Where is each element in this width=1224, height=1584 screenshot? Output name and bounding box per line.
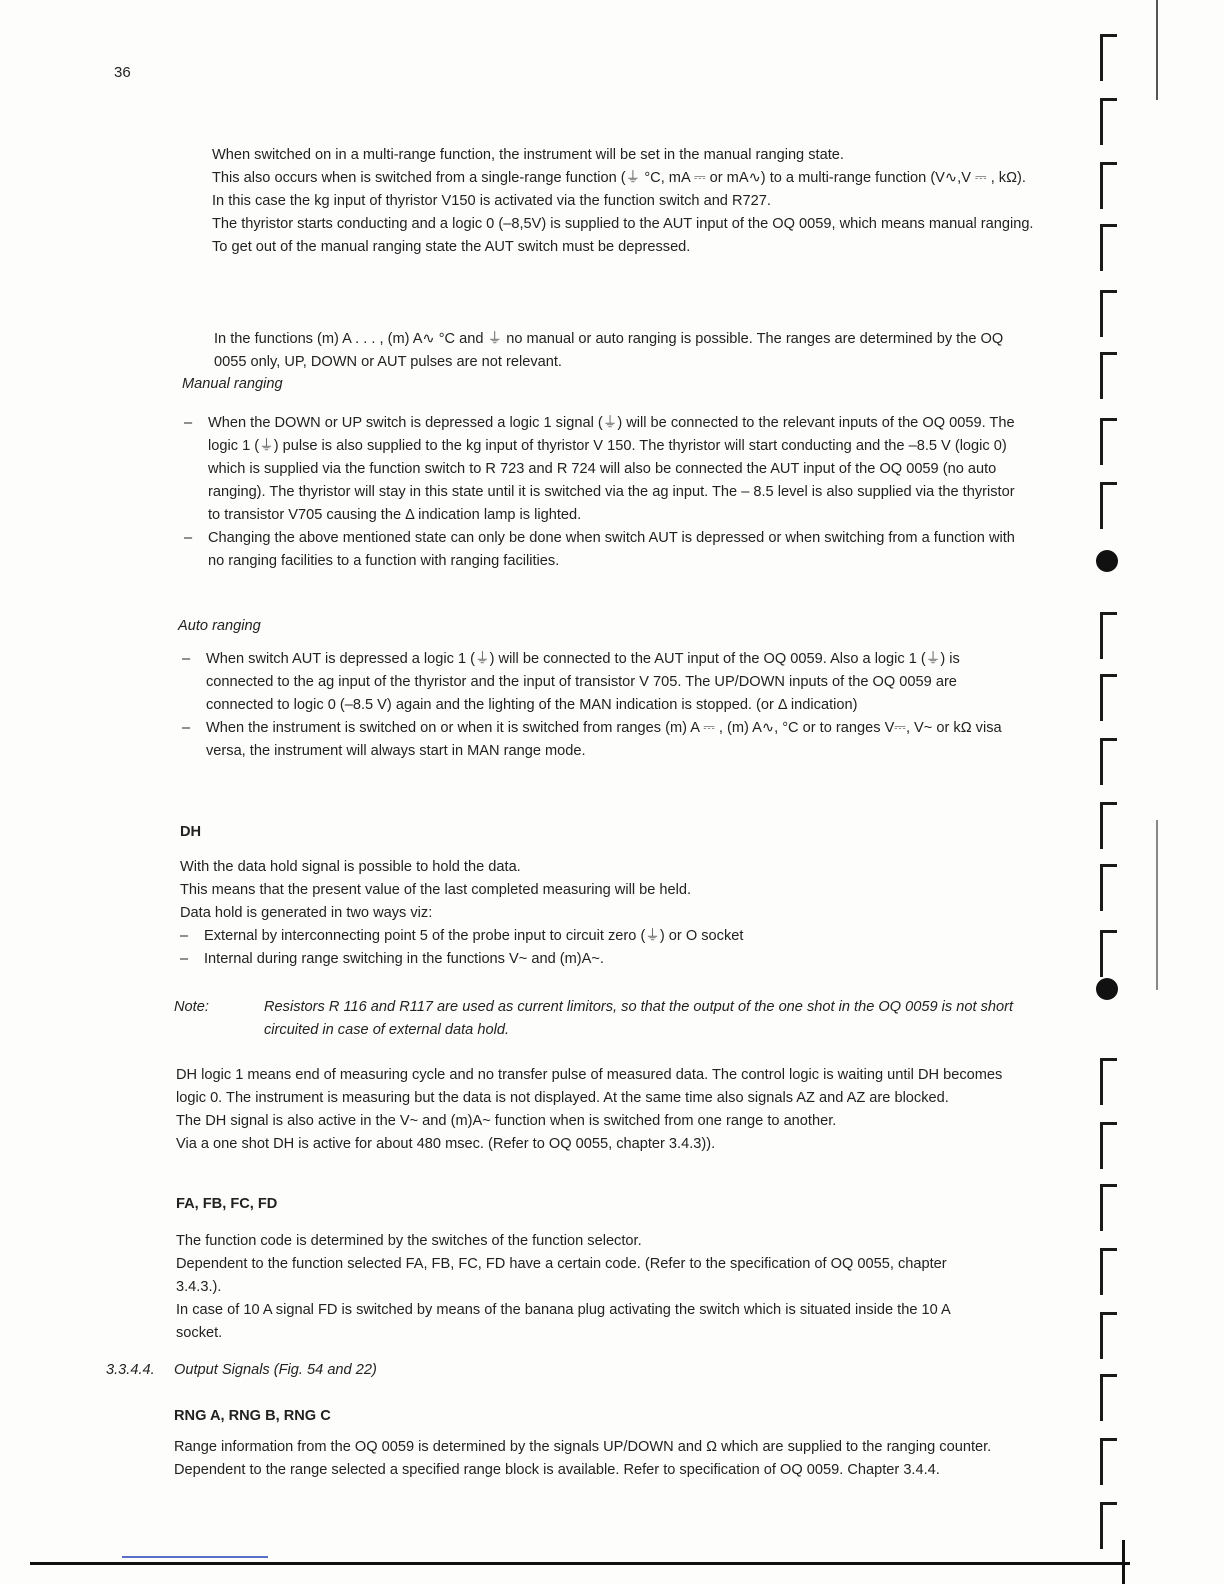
note-text: Resistors R 116 and R117 are used as current limitors, so that the output of the one shot in the OQ 0059 is not short circuited in case of external data hold. [264, 999, 1014, 1038]
intro-line: In this case the kg input of thyristor V150 is activated via the function switch and R727. [212, 193, 771, 209]
note-block [174, 996, 1014, 1057]
binding-tab [1100, 738, 1117, 785]
binding-tabs [1090, 28, 1170, 1584]
fa-heading: FA, FB, FC, FD [176, 1196, 278, 1212]
binding-tab [1100, 1058, 1117, 1105]
fa-block [176, 1230, 996, 1345]
binding-tab [1100, 290, 1117, 337]
manual-ranging-list [184, 412, 1024, 573]
intro-line: The thyristor starts conducting and a logic 0 (–8,5V) is supplied to the AUT input of the OQ 0059, which means manual ranging. [212, 216, 1034, 232]
list-item [180, 948, 1010, 971]
rng-line: Range information from the OQ 0059 is determined by the signals UP/DOWN and Ω which are supplied to the ranging counter. [174, 1439, 992, 1455]
dash-bullet: – [184, 530, 193, 546]
binding-tab [1100, 1184, 1117, 1231]
intro-block [212, 144, 1042, 259]
intro2-text: In the functions (m) A . . . , (m) A∿ °C and ⏚ no manual or auto ranging is possible. The ranges are determined by the OQ 0055 only, UP, DOWN or AUT pulses are not relevant. [214, 331, 1004, 370]
intro2-block [214, 328, 1014, 374]
binding-tab [1100, 352, 1117, 399]
dash-bullet: – [180, 928, 189, 944]
binding-tab [1100, 1502, 1117, 1549]
binding-hole [1096, 978, 1118, 1000]
binding-tab [1100, 1248, 1117, 1295]
page-edge-line [1156, 0, 1158, 100]
fa-line: Dependent to the function selected FA, FB, FC, FD have a certain code. (Refer to the specification of OQ 0055, chapter 3.4.3.). [176, 1256, 947, 1295]
binding-tab [1100, 98, 1117, 145]
dh-line: With the data hold signal is possible to hold the data. [180, 859, 521, 875]
manual-ranging-heading: Manual ranging [182, 376, 283, 392]
dash-bullet: – [180, 951, 189, 967]
fa-line: The function code is determined by the switches of the function selector. [176, 1233, 642, 1249]
binding-tab [1100, 612, 1117, 659]
page-number: 36 [114, 64, 131, 81]
binding-hole [1096, 550, 1118, 572]
binding-tab [1100, 482, 1117, 529]
dash-bullet: – [182, 651, 191, 667]
list-item-text: Internal during range switching in the functions V~ and (m)A~. [204, 951, 604, 967]
page-edge-line [1156, 820, 1158, 990]
binding-tab [1100, 224, 1117, 271]
dh-line: Data hold is generated in two ways viz: [180, 905, 433, 921]
auto-ranging-heading: Auto ranging [178, 618, 261, 634]
list-item [182, 717, 1012, 763]
list-item-text: External by interconnecting point 5 of the probe input to circuit zero (⏚) or O socket [204, 928, 744, 944]
dash-bullet: – [182, 720, 191, 736]
binding-tab [1100, 34, 1117, 81]
intro-line: To get out of the manual ranging state the AUT switch must be depressed. [212, 239, 691, 255]
fa-line: In case of 10 A signal FD is switched by means of the banana plug activating the switch which is situated inside the 10 A socket. [176, 1302, 950, 1341]
binding-tab [1100, 802, 1117, 849]
list-item-text: When the DOWN or UP switch is depressed a logic 1 signal (⏚) will be connected to the relevant inputs of the OQ 0059. The logic 1 (⏚) pulse is also supplied to the kg input of thyristor V 150. The thyristor will start conducting and the –8.5 V (logic 0) which is supplied via the function switch to R 723 and R 724 will also be connected the AUT input of the OQ 0059 (no auto ranging). The thyristor will stay in this state until it is switched via the ag input. The – 8.5 level is also supplied via the thyristor to transistor V705 causing the Δ indication lamp is lighted. [208, 415, 1015, 523]
dh-line: This means that the present value of the last completed measuring will be held. [180, 882, 692, 898]
bottom-edge-line [1122, 1540, 1125, 1584]
binding-tab [1100, 1374, 1117, 1421]
rng-heading: RNG A, RNG B, RNG C [174, 1408, 331, 1424]
list-item [182, 648, 1012, 717]
binding-tab [1100, 864, 1117, 911]
dh-para: DH logic 1 means end of measuring cycle and no transfer pulse of measured data. The control logic is waiting until DH becomes logic 0. The instrument is measuring but the data is not displayed. At the same time also signals AZ and AZ are blocked. [176, 1067, 1003, 1106]
section-number: 3.3.4.4. [106, 1362, 155, 1378]
binding-tab [1100, 1122, 1117, 1169]
binding-tab [1100, 162, 1117, 209]
rng-block [174, 1436, 1034, 1482]
binding-tab [1100, 1438, 1117, 1485]
bottom-mark [122, 1556, 268, 1558]
list-item-text: When the instrument is switched on or when it is switched from ranges (m) A ⎓ , (m) A∿, °C or to ranges V⎓, V~ or kΩ visa versa, the instrument will always start in MAN range mode. [206, 720, 1002, 759]
list-item-text: Changing the above mentioned state can only be done when switch AUT is depressed or when switching from a function with no ranging facilities to a function with ranging facilities. [208, 530, 1015, 569]
intro-line: When switched on in a multi-range function, the instrument will be set in the manual ranging state. [212, 147, 844, 163]
binding-tab [1100, 674, 1117, 721]
dh-para: The DH signal is also active in the V~ and (m)A~ function when is switched from one range to another. [176, 1113, 837, 1129]
dh-heading: DH [180, 824, 202, 840]
auto-ranging-list [182, 648, 1012, 763]
dh-para: Via a one shot DH is active for about 480 msec. (Refer to OQ 0055, chapter 3.4.3)). [176, 1136, 716, 1152]
list-item [184, 527, 1024, 573]
intro-line: This also occurs when is switched from a single-range function (⏚ °C, mA ⎓ or mA∿) to a multi-range function (V∿,V ⎓ , kΩ). [212, 170, 1026, 186]
binding-tab [1100, 1312, 1117, 1359]
dh-paragraphs [176, 1064, 1016, 1156]
rng-line: Dependent to the range selected a specified range block is available. Refer to specification of OQ 0059. Chapter 3.4.4. [174, 1462, 940, 1478]
bottom-rule [30, 1562, 1130, 1565]
binding-tab [1100, 418, 1117, 465]
list-item [180, 925, 1010, 948]
binding-tab [1100, 930, 1117, 977]
list-item-text: When switch AUT is depressed a logic 1 (⏚) will be connected to the AUT input of the OQ 0059. Also a logic 1 (⏚) is connected to the ag input of the thyristor and the input of transistor V 705. The UP/DOWN inputs of the OQ 0059 are connected to logic 0 (–8.5 V) again and the lighting of the MAN indication is stopped. (or Δ indication) [206, 651, 960, 713]
section-title: Output Signals (Fig. 54 and 22) [174, 1362, 377, 1378]
dash-bullet: – [184, 415, 193, 431]
list-item [184, 412, 1024, 527]
note-label: Note: [174, 999, 209, 1015]
dh-block [180, 856, 1010, 971]
